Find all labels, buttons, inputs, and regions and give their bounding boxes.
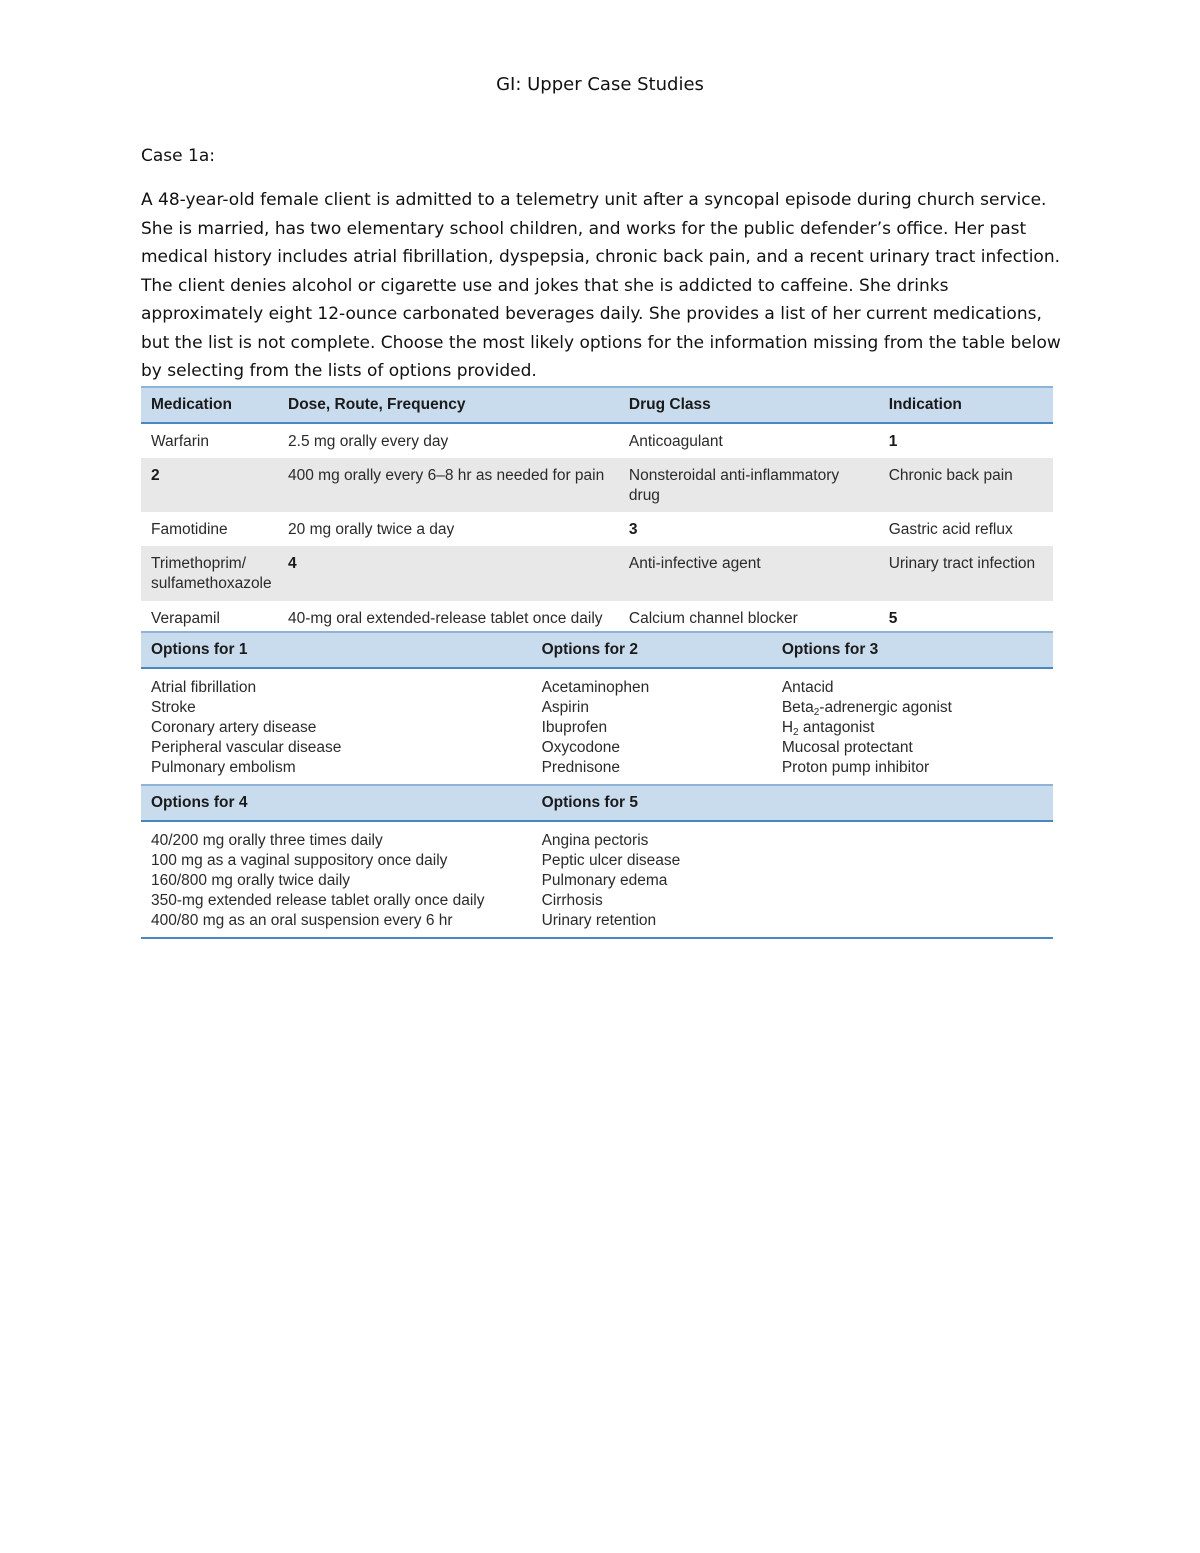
dose-cell: 4: [278, 546, 619, 601]
list-item: 400/80 mg as an oral suspension every 6 hr: [151, 912, 453, 929]
options-1-list: [151, 678, 522, 778]
list-item: Oxycodone: [541, 739, 620, 756]
medication-table: [141, 386, 1053, 637]
subscript: 2: [813, 707, 820, 718]
list-item: Mucosal protectant: [781, 739, 913, 756]
indication-cell: Chronic back pain: [879, 458, 1053, 512]
case-label: Case 1a:: [141, 146, 215, 166]
drug-class-cell: Anti-infective agent: [619, 546, 879, 601]
list-item: 100 mg as a vaginal suppository once daily: [151, 852, 448, 869]
list-item: [782, 718, 1043, 738]
options-row: [141, 668, 1053, 785]
list-item: Peripheral vascular disease: [151, 739, 342, 756]
table-row: [141, 423, 1053, 458]
list-item-text: H: [781, 719, 794, 736]
list-item: Atrial fibrillation: [151, 679, 257, 696]
medication-cell: Trimethoprim/ sulfamethoxazole: [141, 546, 278, 601]
medication-cell: Verapamil: [141, 601, 278, 636]
list-item: Aspirin: [541, 699, 589, 716]
options-1-cell: [141, 668, 532, 785]
indication-cell: Urinary tract infection: [879, 546, 1053, 601]
list-item: Ibuprofen: [541, 719, 608, 736]
table-row: [141, 458, 1053, 512]
medication-cell: 2: [141, 458, 278, 512]
column-header-dose: Dose, Route, Frequency: [278, 387, 619, 423]
options-4-title: Options for 4: [141, 785, 532, 821]
options-header-row: [141, 785, 1053, 821]
list-item: 350-mg extended release tablet orally once daily: [151, 892, 485, 909]
options-2-title: Options for 2: [532, 632, 772, 668]
list-item-text: antagonist: [798, 719, 875, 736]
options-1-title: Options for 1: [141, 632, 532, 668]
subscript: 2: [793, 727, 799, 738]
table-row: [141, 512, 1053, 546]
dose-cell: 40-mg oral extended-release tablet once daily: [278, 601, 619, 636]
dose-cell: 2.5 mg orally every day: [288, 433, 449, 450]
dose-cell: 20 mg orally twice a day: [288, 521, 455, 538]
medication-cell: Warfarin: [151, 433, 209, 450]
options-empty-header: [772, 785, 1053, 821]
column-header-indication: Indication: [879, 387, 1053, 423]
drug-class-cell: Anticoagulant: [628, 433, 723, 450]
list-item: Acetaminophen: [541, 679, 650, 696]
options-2-cell: [532, 668, 772, 785]
options-3-title: Options for 3: [772, 632, 1053, 668]
indication-cell: 1: [888, 433, 898, 450]
list-item: Pulmonary edema: [541, 872, 668, 889]
options-3-cell: [772, 668, 1053, 785]
list-item: Urinary retention: [541, 912, 657, 929]
list-item: Stroke: [151, 699, 196, 716]
column-header-medication: Medication: [141, 387, 278, 423]
options-2-list: [542, 678, 762, 778]
drug-class-cell: Calcium channel blocker: [619, 601, 879, 636]
list-item: Prednisone: [541, 759, 620, 776]
options-5-cell: [532, 821, 772, 938]
table-row: [141, 546, 1053, 601]
options-4-cell: [141, 821, 532, 938]
list-item: Coronary artery disease: [151, 719, 317, 736]
drug-class-cell: 3: [628, 521, 638, 538]
list-item: Antacid: [781, 679, 834, 696]
list-item: Angina pectoris: [541, 832, 649, 849]
medication-table-header-row: [141, 387, 1053, 423]
list-item: Pulmonary embolism: [151, 759, 296, 776]
options-empty-cell: [772, 821, 1053, 938]
list-item: [782, 698, 1043, 718]
options-row: [141, 821, 1053, 938]
options-3-list: [782, 678, 1043, 778]
options-table: [141, 631, 1053, 939]
list-item: 40/200 mg orally three times daily: [151, 832, 383, 849]
indication-cell: Gastric acid reflux: [888, 521, 1013, 538]
drug-class-cell: Nonsteroidal anti-inflammatory drug: [619, 458, 879, 512]
options-5-list: [542, 831, 762, 931]
list-item-text: -adrenergic agonist: [819, 699, 952, 716]
options-5-title: Options for 5: [532, 785, 772, 821]
dose-cell: 400 mg orally every 6–8 hr as needed for pain: [278, 458, 619, 512]
list-item: Cirrhosis: [541, 892, 603, 909]
list-item-text: Beta: [781, 699, 814, 716]
list-item: 160/800 mg orally twice daily: [151, 872, 351, 889]
page-title: GI: Upper Case Studies: [496, 74, 704, 95]
medication-cell: Famotidine: [151, 521, 228, 538]
list-item: Peptic ulcer disease: [541, 852, 681, 869]
options-header-row: [141, 632, 1053, 668]
options-4-list: [151, 831, 522, 931]
indication-cell: 5: [879, 601, 1053, 636]
column-header-drug-class: Drug Class: [619, 387, 879, 423]
case-paragraph: A 48-year-old female client is admitted to a telemetry unit after a syncopal episode during church service. She is married, has two elementary school children, and works for the public defender’s office. Her past medical history includes atrial fibrillation, dyspepsia, chronic back pain, and a recent urinary tract infection. The client denies alcohol or cigarette use and jokes that she is addicted to caffeine. She drinks approximately eight 12-ounce carbonated beverages daily. She provides a list of her current medications, but the list is not complete. Choose the most likely options for the information missing from the table below by selecting from the lists of options provided.: [141, 190, 1061, 381]
list-item: Proton pump inhibitor: [781, 759, 930, 776]
